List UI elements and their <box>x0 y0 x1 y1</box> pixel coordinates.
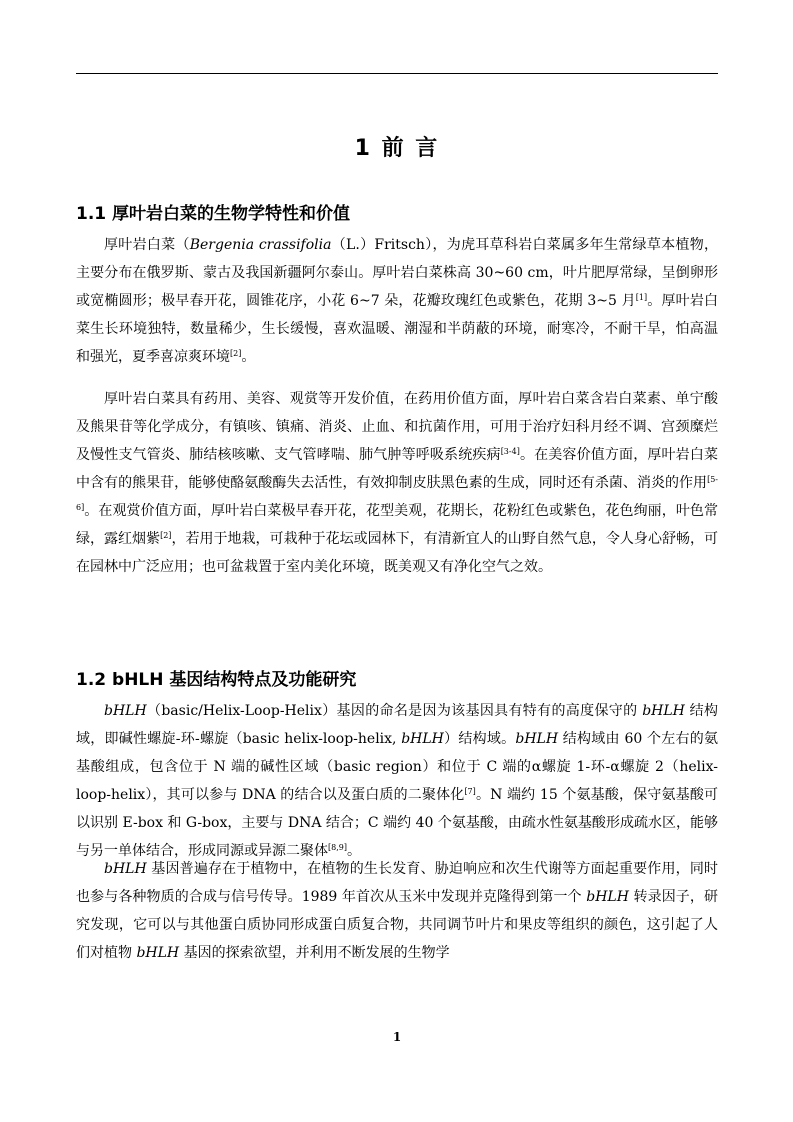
citation: [8,9] <box>328 843 347 852</box>
section-heading-1-2: 1.2 bHLH 基因结构特点及功能研究 <box>76 670 357 690</box>
paragraph-1-2-b: bHLH 基因普遍存在于植物中，在植物的生长发育、胁迫响应和次生代谢等方面起重要作用，同时也参与各种物质的合成与信号传导。1989 年首次从玉米中发现并克隆得到第一个 bHLH 转录因子，研究发现，它可以与其他蛋白质协同形成蛋白质复合物，共同调节叶片和果皮等组织的颜色，这引起了人们对植物 bHLH 基因的探索欲望，并利用不断发展的生物学 <box>76 861 719 961</box>
page-number: 1 <box>392 1030 402 1044</box>
section-heading-1-1: 1.1 厚叶岩白菜的生物学特性和价值 <box>76 204 351 224</box>
chapter-title: 1 前 言 <box>354 136 440 161</box>
citation: [2] <box>160 531 172 540</box>
paragraph-1-1-b: 厚叶岩白菜具有药用、美容、观赏等开发价值，在药用价值方面，厚叶岩白菜含岩白菜素、单宁酸及熊果苷等化学成分，有镇咳、镇痛、消炎、止血、和抗菌作用，可用于治疗妇科月经不调、宫颈糜烂及慢性支气管炎、肺结核咳嗽、支气管哮喘、肺气肿等呼吸系统疾病[3-4]。在美容价值方面，厚叶岩白菜中含有的熊果苷，能够使酪氨酸酶失去活性，有效抑制皮肤黑色素的生成，同时还有杀菌、消炎的作用[5-6]。在观赏价值方面，厚叶岩白菜极早春开花，花型美观，花期长，花粉红色或紫色，花色绚丽，叶色常绿，露红烟紫[2]，若用于地栽，可栽种于花坛或园林下，有清新宜人的山野自然气息，令人身心舒畅，可在园林中广泛应用；也可盆栽置于室内美化环境，既美观又有净化空气之效。 <box>76 391 719 575</box>
paragraph-1-2-a: bHLH（basic/Helix-Loop-Helix）基因的命名是因为该基因具有特有的高度保守的 bHLH 结构域，即碱性螺旋-环-螺旋（basic helix-loop-helix, bHLH）结构域。bHLH 结构域由 60 个左右的氨基酸组成，包含位于 N 端的碱性区域（basic region）和位于 C 端的α螺旋 1-环-α螺旋 2（helix-loop-helix），其可以参与 DNA 的结合以及蛋白质的二聚体化[7]。N 端约 15 个氨基酸，保守氨基酸可以识别 E-box 和 G-box，主要与 DNA 结合；C 端约 40 个氨基酸，由疏水性氨基酸形成疏水区，能够与另一单体结合，形成同源或异源二聚体[8,9]。 <box>76 703 718 859</box>
citation: [7] <box>464 787 476 796</box>
citation: [1] <box>635 293 648 302</box>
citation: [3-4] <box>500 447 520 456</box>
citation: [5-6] <box>76 475 718 512</box>
citation: [2] <box>230 349 242 358</box>
header-rule <box>76 73 718 74</box>
paragraph-1-1-a: 厚叶岩白菜（Bergenia crassifolia（L.）Fritsch），为虎耳草科岩白菜属多年生常绿草本植物，主要分布在俄罗斯、蒙古及我国新疆阿尔泰山。厚叶岩白菜株高 30~60 cm，叶片肥厚常绿，呈倒卵形或宽椭圆形；极早春开花，圆锥花序，小花 6~7 朵，花瓣玫瑰红色或紫色，花期 3~5 月[1]。厚叶岩白菜生长环境独特，数量稀少，生长缓慢，喜欢温暖、潮湿和半荫蔽的环境，耐寒冷，不耐干旱，怕高温和强光，夏季喜凉爽环境[2]。 <box>76 237 719 365</box>
